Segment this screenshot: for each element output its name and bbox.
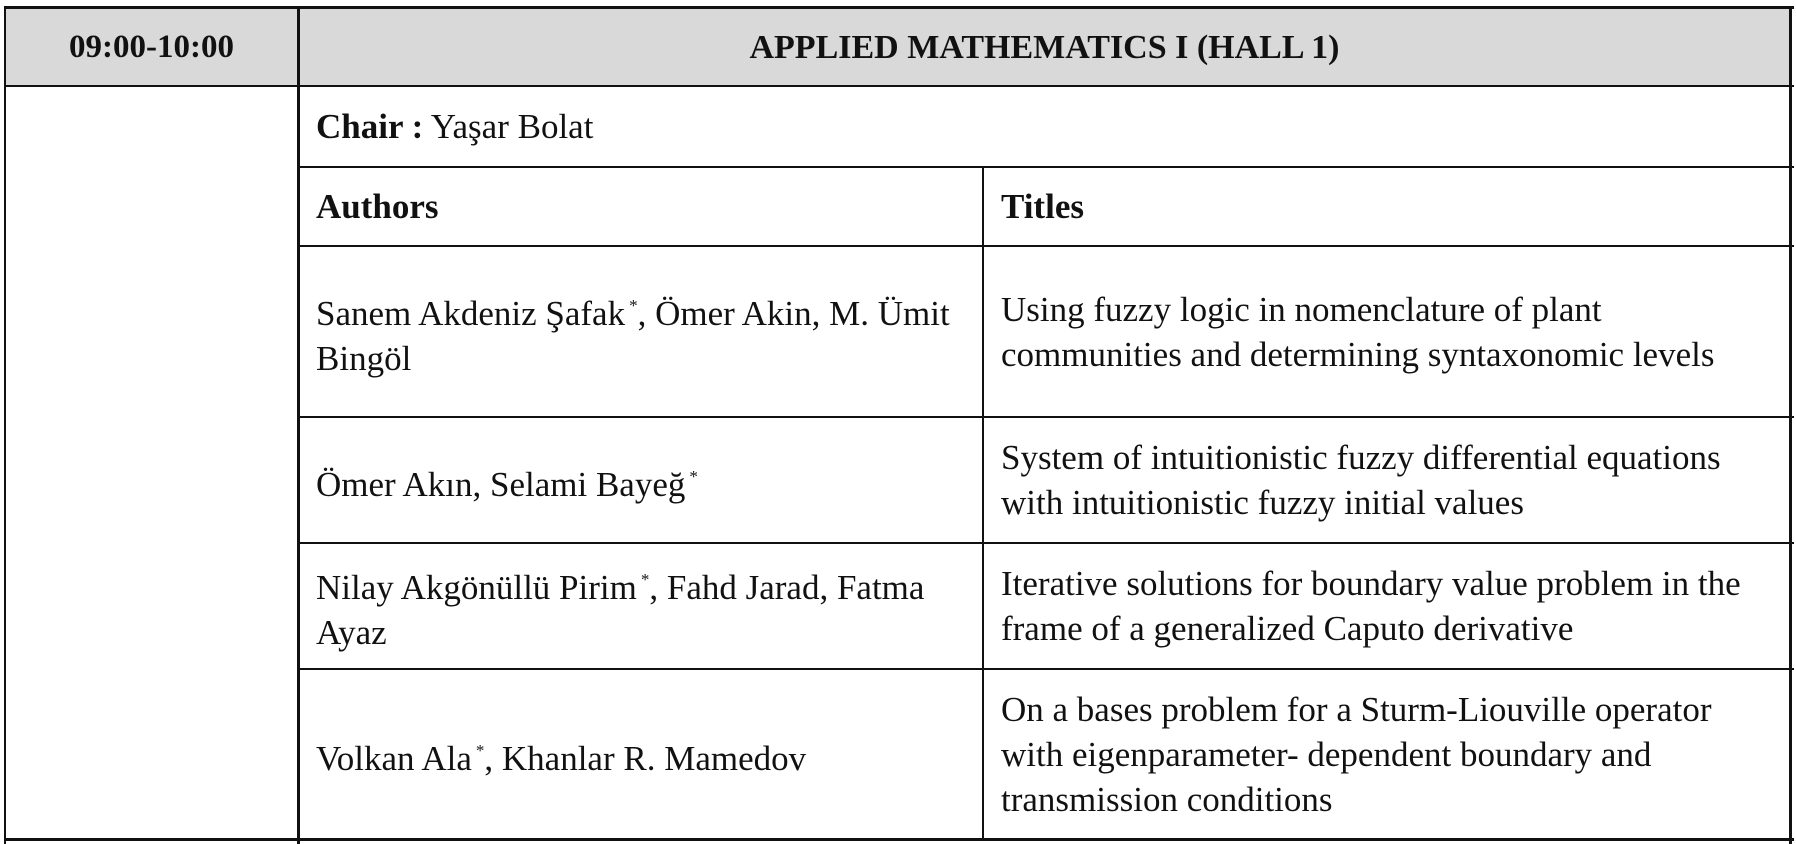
- authors-titles-divider: [982, 167, 984, 839]
- paper-2-presenter: Ömer Akın, Selami Bayeğ: [316, 464, 686, 504]
- paper-3-title: [1001, 544, 1781, 668]
- chair-name: Yaşar Bolat: [430, 107, 594, 146]
- presenter-marker: *: [629, 295, 638, 315]
- presenter-marker: *: [640, 570, 650, 589]
- presenter-marker: *: [475, 740, 485, 760]
- paper-2-title-text: System of intuitionistic fuzzy differential equations with intuitionistic fuzzy initial values: [1001, 438, 1721, 522]
- session-title: APPLIED MATHEMATICS I (HALL 1): [749, 28, 1340, 66]
- chair-label: Chair :: [316, 107, 424, 146]
- paper-2-authors: [316, 418, 976, 542]
- bottom-border: [4, 838, 1794, 841]
- authors-column-header: [316, 168, 976, 245]
- presenter-marker: *: [689, 466, 698, 486]
- authors-header-label: Authors: [316, 187, 439, 226]
- paper-3-authors: [316, 544, 976, 668]
- session-time: 09:00-10:00: [69, 28, 234, 65]
- paper-3-coauthors: , Fahd Jarad, Fatma Ayaz: [316, 568, 925, 652]
- titles-column-header: [1001, 168, 1781, 245]
- time-column-border: [297, 6, 300, 844]
- left-border: [4, 6, 6, 844]
- paper-1-authors: [316, 247, 976, 416]
- paper-1-presenter: Sanem Akdeniz Şafak: [316, 293, 626, 333]
- paper-1-title-text: Using fuzzy logic in nomenclature of plant communities and determining syntaxonomic levels: [1001, 289, 1715, 374]
- paper-4-authors: [316, 670, 976, 838]
- paper-4-presenter: Volkan Ala: [316, 738, 472, 778]
- right-border: [1789, 6, 1792, 844]
- paper-2-title: [1001, 418, 1781, 542]
- paper-1-coauthors: , Ömer Akin, M. Ümit Bingöl: [316, 293, 950, 378]
- titles-header-label: Titles: [1001, 187, 1084, 226]
- paper-4-title: [1001, 670, 1781, 838]
- paper-4-coauthors: , Khanlar R. Mamedov: [484, 738, 807, 778]
- paper-4-title-text: On a bases problem for a Sturm-Liouville operator with eigenparameter- dependent boundary and transmission conditions: [1001, 689, 1712, 819]
- chair-row: [316, 87, 1776, 166]
- paper-3-presenter: Nilay Akgönüllü Pirim: [316, 568, 637, 607]
- paper-1-title: [1001, 247, 1781, 416]
- paper-3-title-text: Iterative solutions for boundary value problem in the frame of a generalized Caputo derivative: [1001, 564, 1741, 648]
